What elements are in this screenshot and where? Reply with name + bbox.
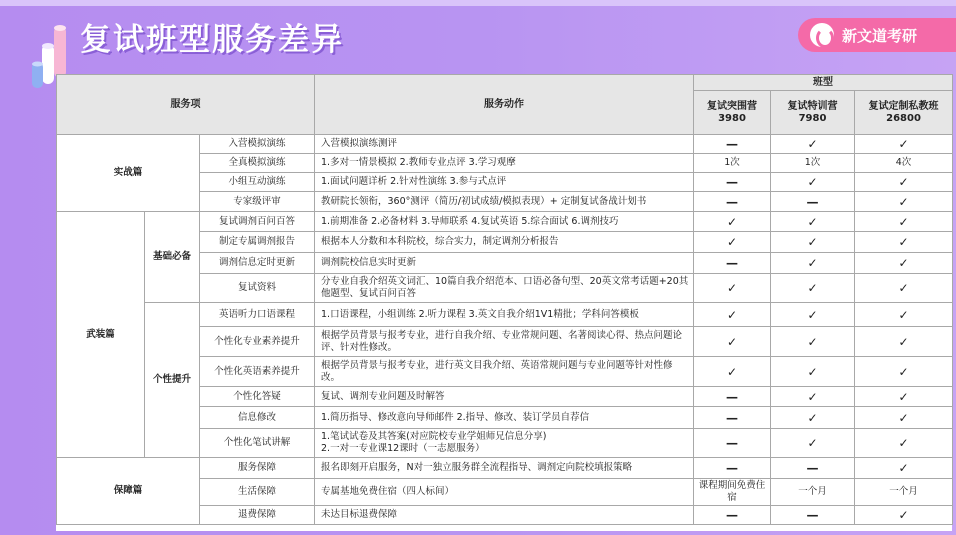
service-item: 复试调剂百问百答 <box>200 212 315 232</box>
service-item: 个性化答疑 <box>200 387 315 407</box>
plan2-value: ✓ <box>771 327 855 357</box>
header-class-type: 班型 <box>694 75 953 91</box>
service-action: 1.前期准备 2.必备材料 3.导师联系 4.复试英语 5.综合面试 6.调剂技巧 <box>315 212 694 232</box>
plan3-value: ✓ <box>855 407 953 429</box>
plan1-value: — <box>694 192 771 212</box>
plan3-value: ✓ <box>855 387 953 407</box>
service-action: 1.口语课程，小组训练 2.听力课程 3.英文自我介绍1V1精批；学科问答模板 <box>315 303 694 327</box>
plan3-value: ✓ <box>855 429 953 458</box>
service-action: 专属基地免费住宿（四人标间） <box>315 479 694 506</box>
plan1-value: — <box>694 506 771 525</box>
page-title: 复试班型服务差异 <box>80 22 344 58</box>
top-band <box>0 0 956 6</box>
service-item: 信息修改 <box>200 407 315 429</box>
plan2-value: ✓ <box>771 303 855 327</box>
plan1-value: — <box>694 135 771 154</box>
service-action: 入营模拟演练测评 <box>315 135 694 154</box>
plan1-value: 课程期间免费住宿 <box>694 479 771 506</box>
service-item: 复试资料 <box>200 274 315 303</box>
service-item: 全真模拟演练 <box>200 154 315 173</box>
plan2-value: — <box>771 192 855 212</box>
plan3-value: 4次 <box>855 154 953 173</box>
plan-header: 复试特训营 7980 <box>771 91 855 135</box>
table-row <box>57 303 953 327</box>
service-item: 服务保障 <box>200 458 315 479</box>
service-comparison-table <box>56 74 953 525</box>
header-service-action: 服务动作 <box>315 75 694 135</box>
service-action: 报名即刻开启服务，N对一独立服务群全流程指导、调剂定向院校填报策略 <box>315 458 694 479</box>
plan1-value: — <box>694 458 771 479</box>
service-item: 入营模拟演练 <box>200 135 315 154</box>
header-service-item: 服务项 <box>57 75 315 135</box>
plan1-value: 1次 <box>694 154 771 173</box>
service-item: 退费保障 <box>200 506 315 525</box>
plan3-value: ✓ <box>855 357 953 387</box>
plan2-value: 1次 <box>771 154 855 173</box>
plan1-value: ✓ <box>694 327 771 357</box>
service-item: 个性化笔试讲解 <box>200 429 315 458</box>
service-action: 复试、调剂专业问题及时解答 <box>315 387 694 407</box>
plan2-value: ✓ <box>771 407 855 429</box>
service-action: 分专业自我介绍英文词汇、10篇自我介绍范本、口语必备句型、20英文常考话题+20其他题型、复试百问百答 <box>315 274 694 303</box>
service-action: 1.笔试试卷及其答案(对应院校专业学姐师兄信息分享) 2.一对一专业课12课时（一志愿服务） <box>315 429 694 458</box>
plan1-value: — <box>694 387 771 407</box>
plan3-value: ✓ <box>855 253 953 274</box>
plan3-value: ✓ <box>855 274 953 303</box>
plan1-value: — <box>694 407 771 429</box>
plan2-value: ✓ <box>771 253 855 274</box>
brand-icon <box>810 23 834 47</box>
service-action: 调剂院校信息实时更新 <box>315 253 694 274</box>
service-item: 个性化专业素养提升 <box>200 327 315 357</box>
plan3-value: ✓ <box>855 192 953 212</box>
service-action: 根据本人分数和本科院校，综合实力，制定调剂分析报告 <box>315 232 694 253</box>
plan1-value: — <box>694 429 771 458</box>
plan3-value: 一个月 <box>855 479 953 506</box>
group-practice: 实战篇 <box>57 135 200 212</box>
plan2-value: 一个月 <box>771 479 855 506</box>
plan2-value: — <box>771 458 855 479</box>
service-item: 个性化英语素养提升 <box>200 357 315 387</box>
plan3-value: ✓ <box>855 135 953 154</box>
plan2-value: ✓ <box>771 135 855 154</box>
service-action: 未达目标退费保障 <box>315 506 694 525</box>
plan2-value: ✓ <box>771 274 855 303</box>
plan1-value: ✓ <box>694 357 771 387</box>
service-item: 调剂信息定时更新 <box>200 253 315 274</box>
service-action: 1.面试问题详析 2.针对性演练 3.参与式点评 <box>315 173 694 192</box>
service-action: 根据学员背景与报考专业，进行自我介绍、专业常规问题、名著阅读心得、热点问题论评、针对性修改。 <box>315 327 694 357</box>
plan3-value: ✓ <box>855 212 953 232</box>
service-comparison-sheet <box>56 74 952 531</box>
plan1-value: — <box>694 173 771 192</box>
service-action: 教研院长领衔，360°测评（简历/初试成绩/模拟表现）+ 定制复试备战计划书 <box>315 192 694 212</box>
brand-logo <box>798 18 956 52</box>
table-row <box>57 458 953 479</box>
plan1-value: ✓ <box>694 212 771 232</box>
plan1-value: — <box>694 253 771 274</box>
plan-header: 复试定制私教班 26800 <box>855 91 953 135</box>
table-row <box>57 212 953 232</box>
plan2-value: ✓ <box>771 387 855 407</box>
service-item: 生活保障 <box>200 479 315 506</box>
service-action: 1.简历指导、修改意向导师邮件 2.指导、修改、装订学员自荐信 <box>315 407 694 429</box>
header-row <box>57 75 953 91</box>
service-action: 1.多对一情景模拟 2.教师专业点评 3.学习观摩 <box>315 154 694 173</box>
plan2-value: ✓ <box>771 357 855 387</box>
service-item: 小组互动演练 <box>200 173 315 192</box>
plan3-value: ✓ <box>855 506 953 525</box>
plan2-value: ✓ <box>771 173 855 192</box>
plan3-value: ✓ <box>855 458 953 479</box>
table-row <box>57 135 953 154</box>
subgroup-basic: 基础必备 <box>145 212 200 303</box>
plan1-value: ✓ <box>694 274 771 303</box>
plan2-value: ✓ <box>771 232 855 253</box>
service-item: 专家级评审 <box>200 192 315 212</box>
service-item: 制定专属调剂报告 <box>200 232 315 253</box>
plan-header: 复试突围营 3980 <box>694 91 771 135</box>
plan1-value: ✓ <box>694 232 771 253</box>
plan3-value: ✓ <box>855 232 953 253</box>
subgroup-personal: 个性提升 <box>145 303 200 458</box>
plan3-value: ✓ <box>855 303 953 327</box>
brand-name: 新文道考研 <box>842 26 918 45</box>
group-guarantee: 保障篇 <box>57 458 200 525</box>
plan2-value: ✓ <box>771 429 855 458</box>
plan2-value: — <box>771 506 855 525</box>
service-item: 英语听力口语课程 <box>200 303 315 327</box>
service-action: 根据学员背景与报考专业，进行英文目我介绍、英语常规问题与专业问题等针对性修改。 <box>315 357 694 387</box>
group-armed: 武装篇 <box>57 212 145 458</box>
plan3-value: ✓ <box>855 327 953 357</box>
plan3-value: ✓ <box>855 173 953 192</box>
plan2-value: ✓ <box>771 212 855 232</box>
plan1-value: ✓ <box>694 303 771 327</box>
